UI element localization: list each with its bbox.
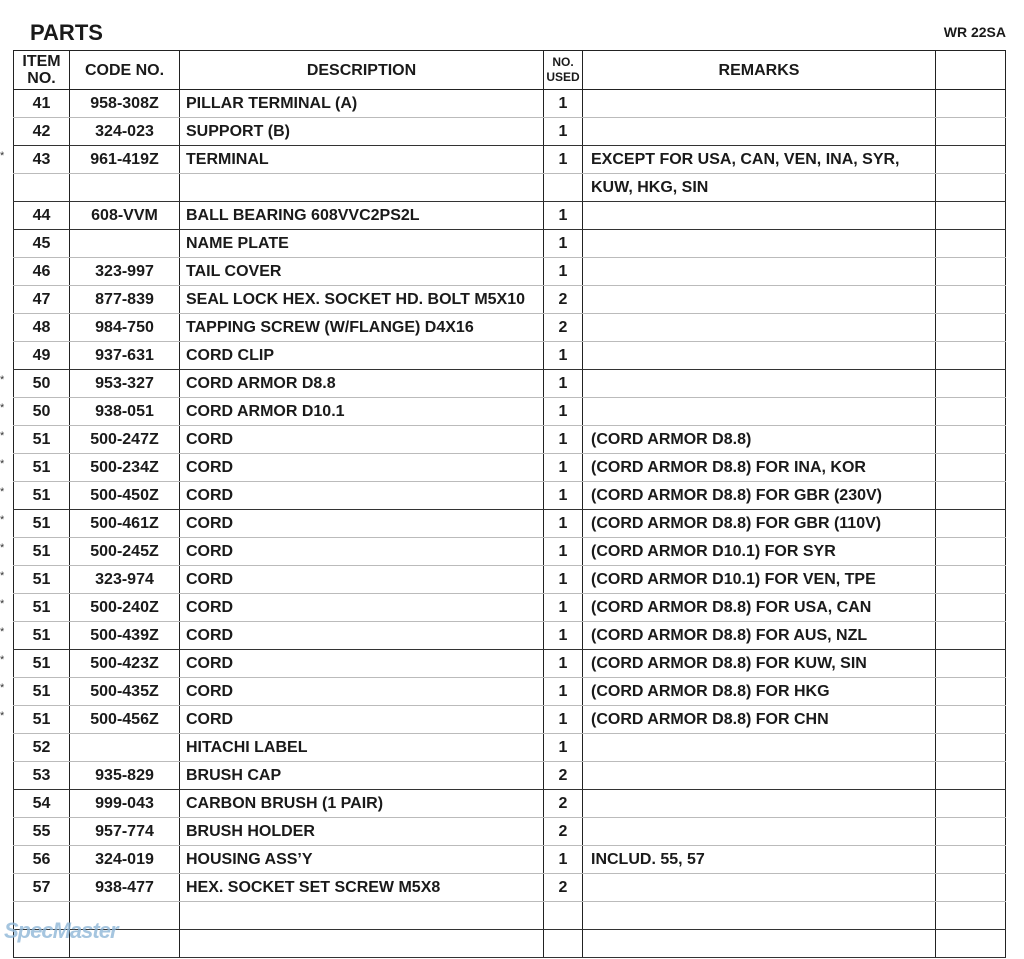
code-no-cell: 953-327 bbox=[70, 370, 180, 398]
quantity-cell: 1 bbox=[544, 426, 583, 454]
table-row bbox=[14, 370, 1006, 398]
table-row bbox=[14, 286, 1006, 314]
parts-table-header bbox=[14, 51, 1006, 90]
table-row bbox=[14, 118, 1006, 146]
quantity-cell bbox=[544, 902, 583, 930]
item-no-cell: 51 bbox=[14, 482, 70, 510]
remarks-cell bbox=[583, 790, 936, 818]
table-row bbox=[14, 258, 1006, 286]
revision-asterisk: * bbox=[0, 429, 5, 442]
blank-cell bbox=[936, 622, 1006, 650]
blank-cell bbox=[936, 398, 1006, 426]
revision-asterisk: * bbox=[0, 625, 5, 638]
blank-cell bbox=[936, 370, 1006, 398]
blank-cell bbox=[936, 258, 1006, 286]
watermark-logo: SpecMaster bbox=[4, 918, 118, 943]
item-no-cell: 51 bbox=[14, 594, 70, 622]
col-no-used: NO. USED bbox=[544, 51, 583, 90]
quantity-cell: 1 bbox=[544, 454, 583, 482]
item-no-cell: 49 bbox=[14, 342, 70, 370]
description-cell: TAIL COVER bbox=[180, 258, 544, 286]
blank-cell bbox=[936, 566, 1006, 594]
revision-asterisk: * bbox=[0, 485, 5, 498]
remarks-cell: (CORD ARMOR D10.1) FOR SYR bbox=[583, 538, 936, 566]
blank-cell bbox=[936, 454, 1006, 482]
blank-cell bbox=[936, 790, 1006, 818]
item-no-cell: 52 bbox=[14, 734, 70, 762]
item-no-cell: 46 bbox=[14, 258, 70, 286]
blank-cell bbox=[936, 846, 1006, 874]
description-cell: TERMINAL bbox=[180, 146, 544, 174]
description-cell: NAME PLATE bbox=[180, 230, 544, 258]
remarks-cell: (CORD ARMOR D8.8) FOR HKG bbox=[583, 678, 936, 706]
remarks-cell bbox=[583, 762, 936, 790]
remarks-cell: INCLUD. 55, 57 bbox=[583, 846, 936, 874]
quantity-cell: 1 bbox=[544, 510, 583, 538]
blank-cell bbox=[936, 426, 1006, 454]
table-row bbox=[14, 902, 1006, 930]
quantity-cell bbox=[544, 174, 583, 202]
code-no-cell: 500-247Z bbox=[70, 426, 180, 454]
description-cell: CORD bbox=[180, 622, 544, 650]
code-no-cell: 500-456Z bbox=[70, 706, 180, 734]
code-no-cell: 957-774 bbox=[70, 818, 180, 846]
code-no-cell: 500-461Z bbox=[70, 510, 180, 538]
item-no-cell: 48 bbox=[14, 314, 70, 342]
blank-cell bbox=[936, 734, 1006, 762]
quantity-cell: 1 bbox=[544, 118, 583, 146]
code-no-cell: 877-839 bbox=[70, 286, 180, 314]
description-cell: HITACHI LABEL bbox=[180, 734, 544, 762]
blank-cell bbox=[936, 202, 1006, 230]
code-no-cell: 500-423Z bbox=[70, 650, 180, 678]
parts-table-body bbox=[14, 90, 1006, 958]
table-row bbox=[14, 650, 1006, 678]
item-no-cell: 45 bbox=[14, 230, 70, 258]
quantity-cell: 1 bbox=[544, 370, 583, 398]
quantity-cell: 1 bbox=[544, 566, 583, 594]
quantity-cell: 2 bbox=[544, 762, 583, 790]
table-row bbox=[14, 734, 1006, 762]
code-no-cell: 961-419Z bbox=[70, 146, 180, 174]
blank-cell bbox=[936, 286, 1006, 314]
blank-cell bbox=[936, 650, 1006, 678]
item-no-cell: 43 bbox=[14, 146, 70, 174]
remarks-cell bbox=[583, 902, 936, 930]
table-row bbox=[14, 202, 1006, 230]
blank-cell bbox=[936, 510, 1006, 538]
code-no-cell: 324-023 bbox=[70, 118, 180, 146]
table-row bbox=[14, 790, 1006, 818]
description-cell: BRUSH HOLDER bbox=[180, 818, 544, 846]
description-cell: SUPPORT (B) bbox=[180, 118, 544, 146]
item-no-cell: 51 bbox=[14, 510, 70, 538]
code-no-cell bbox=[70, 230, 180, 258]
revision-asterisk: * bbox=[0, 149, 5, 162]
item-no-cell: 56 bbox=[14, 846, 70, 874]
table-row bbox=[14, 706, 1006, 734]
remarks-cell bbox=[583, 818, 936, 846]
description-cell: CORD bbox=[180, 538, 544, 566]
code-no-cell: 500-245Z bbox=[70, 538, 180, 566]
item-no-cell: 51 bbox=[14, 538, 70, 566]
blank-cell bbox=[936, 762, 1006, 790]
remarks-cell bbox=[583, 258, 936, 286]
description-cell: CORD bbox=[180, 566, 544, 594]
description-cell bbox=[180, 930, 544, 958]
quantity-cell: 1 bbox=[544, 398, 583, 426]
item-no-cell: 51 bbox=[14, 566, 70, 594]
quantity-cell: 2 bbox=[544, 818, 583, 846]
blank-cell bbox=[936, 930, 1006, 958]
quantity-cell: 1 bbox=[544, 846, 583, 874]
page-title: PARTS bbox=[30, 20, 103, 45]
table-row bbox=[14, 90, 1006, 118]
quantity-cell: 1 bbox=[544, 538, 583, 566]
revision-asterisk: * bbox=[0, 457, 5, 470]
remarks-cell bbox=[583, 202, 936, 230]
code-no-cell bbox=[70, 174, 180, 202]
remarks-cell: (CORD ARMOR D8.8) FOR USA, CAN bbox=[583, 594, 936, 622]
table-row bbox=[14, 482, 1006, 510]
item-no-cell: 41 bbox=[14, 90, 70, 118]
code-no-cell: 500-240Z bbox=[70, 594, 180, 622]
table-row bbox=[14, 678, 1006, 706]
parts-table bbox=[13, 50, 1006, 958]
table-row bbox=[14, 174, 1006, 202]
description-cell bbox=[180, 902, 544, 930]
quantity-cell: 1 bbox=[544, 202, 583, 230]
blank-cell bbox=[936, 90, 1006, 118]
remarks-cell bbox=[583, 314, 936, 342]
quantity-cell: 1 bbox=[544, 342, 583, 370]
col-remarks: REMARKS bbox=[583, 51, 936, 90]
remarks-cell: EXCEPT FOR USA, CAN, VEN, INA, SYR, bbox=[583, 146, 936, 174]
revision-asterisk: * bbox=[0, 401, 5, 414]
quantity-cell: 1 bbox=[544, 678, 583, 706]
description-cell: CORD ARMOR D10.1 bbox=[180, 398, 544, 426]
remarks-cell: (CORD ARMOR D8.8) FOR KUW, SIN bbox=[583, 650, 936, 678]
col-blank bbox=[936, 51, 1006, 90]
description-cell: CARBON BRUSH (1 PAIR) bbox=[180, 790, 544, 818]
quantity-cell: 2 bbox=[544, 286, 583, 314]
code-no-cell: 935-829 bbox=[70, 762, 180, 790]
description-cell: CORD bbox=[180, 454, 544, 482]
code-no-cell bbox=[70, 734, 180, 762]
code-no-cell: 999-043 bbox=[70, 790, 180, 818]
blank-cell bbox=[936, 678, 1006, 706]
revision-asterisk: * bbox=[0, 541, 5, 554]
quantity-cell: 1 bbox=[544, 258, 583, 286]
table-row bbox=[14, 762, 1006, 790]
table-row bbox=[14, 230, 1006, 258]
revision-asterisk: * bbox=[0, 597, 5, 610]
code-no-cell: 958-308Z bbox=[70, 90, 180, 118]
table-row bbox=[14, 622, 1006, 650]
remarks-cell: (CORD ARMOR D10.1) FOR VEN, TPE bbox=[583, 566, 936, 594]
remarks-cell: (CORD ARMOR D8.8) FOR AUS, NZL bbox=[583, 622, 936, 650]
quantity-cell: 2 bbox=[544, 790, 583, 818]
remarks-cell: (CORD ARMOR D8.8) FOR INA, KOR bbox=[583, 454, 936, 482]
code-no-cell: 938-051 bbox=[70, 398, 180, 426]
blank-cell bbox=[936, 538, 1006, 566]
table-row bbox=[14, 314, 1006, 342]
table-row bbox=[14, 510, 1006, 538]
revision-asterisk: * bbox=[0, 681, 5, 694]
table-row bbox=[14, 146, 1006, 174]
description-cell: CORD bbox=[180, 650, 544, 678]
remarks-cell: KUW, HKG, SIN bbox=[583, 174, 936, 202]
quantity-cell: 2 bbox=[544, 314, 583, 342]
description-cell: HOUSING ASS’Y bbox=[180, 846, 544, 874]
description-cell: PILLAR TERMINAL (A) bbox=[180, 90, 544, 118]
quantity-cell: 1 bbox=[544, 706, 583, 734]
code-no-cell: 938-477 bbox=[70, 874, 180, 902]
description-cell: CORD bbox=[180, 426, 544, 454]
revision-asterisk: * bbox=[0, 709, 5, 722]
description-cell: CORD ARMOR D8.8 bbox=[180, 370, 544, 398]
blank-cell bbox=[936, 482, 1006, 510]
table-row bbox=[14, 846, 1006, 874]
code-no-cell: 324-019 bbox=[70, 846, 180, 874]
code-no-cell: 500-435Z bbox=[70, 678, 180, 706]
table-row bbox=[14, 930, 1006, 958]
code-no-cell: 984-750 bbox=[70, 314, 180, 342]
blank-cell bbox=[936, 902, 1006, 930]
item-no-cell: 53 bbox=[14, 762, 70, 790]
blank-cell bbox=[936, 118, 1006, 146]
remarks-cell bbox=[583, 874, 936, 902]
description-cell: CORD bbox=[180, 678, 544, 706]
revision-asterisk: * bbox=[0, 373, 5, 386]
description-cell: BRUSH CAP bbox=[180, 762, 544, 790]
description-cell: SEAL LOCK HEX. SOCKET HD. BOLT M5X10 bbox=[180, 286, 544, 314]
blank-cell bbox=[936, 146, 1006, 174]
blank-cell bbox=[936, 594, 1006, 622]
remarks-cell bbox=[583, 930, 936, 958]
item-no-cell: 42 bbox=[14, 118, 70, 146]
item-no-cell: 51 bbox=[14, 426, 70, 454]
description-cell: CORD CLIP bbox=[180, 342, 544, 370]
item-no-cell: 50 bbox=[14, 398, 70, 426]
remarks-cell bbox=[583, 118, 936, 146]
revision-asterisk: * bbox=[0, 569, 5, 582]
revision-asterisk: * bbox=[0, 653, 5, 666]
remarks-cell: (CORD ARMOR D8.8) FOR CHN bbox=[583, 706, 936, 734]
quantity-cell: 1 bbox=[544, 622, 583, 650]
item-no-cell: 51 bbox=[14, 454, 70, 482]
table-row bbox=[14, 594, 1006, 622]
quantity-cell: 1 bbox=[544, 594, 583, 622]
quantity-cell: 1 bbox=[544, 734, 583, 762]
quantity-cell: 1 bbox=[544, 146, 583, 174]
remarks-cell bbox=[583, 286, 936, 314]
remarks-cell bbox=[583, 398, 936, 426]
description-cell: CORD bbox=[180, 706, 544, 734]
remarks-cell bbox=[583, 734, 936, 762]
item-no-cell: 51 bbox=[14, 706, 70, 734]
model-number: WR 22SA bbox=[943, 24, 1006, 40]
table-row bbox=[14, 874, 1006, 902]
table-row bbox=[14, 398, 1006, 426]
remarks-cell bbox=[583, 342, 936, 370]
col-description: DESCRIPTION bbox=[180, 51, 544, 90]
description-cell: CORD bbox=[180, 510, 544, 538]
remarks-cell bbox=[583, 370, 936, 398]
code-no-cell: 937-631 bbox=[70, 342, 180, 370]
blank-cell bbox=[936, 342, 1006, 370]
quantity-cell: 2 bbox=[544, 874, 583, 902]
description-cell: HEX. SOCKET SET SCREW M5X8 bbox=[180, 874, 544, 902]
blank-cell bbox=[936, 818, 1006, 846]
quantity-cell: 1 bbox=[544, 90, 583, 118]
code-no-cell: 500-450Z bbox=[70, 482, 180, 510]
quantity-cell: 1 bbox=[544, 482, 583, 510]
description-cell: CORD bbox=[180, 594, 544, 622]
code-no-cell: 500-439Z bbox=[70, 622, 180, 650]
description-cell: TAPPING SCREW (W/FLANGE) D4X16 bbox=[180, 314, 544, 342]
blank-cell bbox=[936, 314, 1006, 342]
item-no-cell: 51 bbox=[14, 678, 70, 706]
description-cell: CORD bbox=[180, 482, 544, 510]
item-no-cell: 55 bbox=[14, 818, 70, 846]
blank-cell bbox=[936, 230, 1006, 258]
remarks-cell: (CORD ARMOR D8.8) FOR GBR (230V) bbox=[583, 482, 936, 510]
code-no-cell: 608-VVM bbox=[70, 202, 180, 230]
remarks-cell bbox=[583, 230, 936, 258]
table-row bbox=[14, 566, 1006, 594]
blank-cell bbox=[936, 706, 1006, 734]
table-row bbox=[14, 454, 1006, 482]
code-no-cell: 323-974 bbox=[70, 566, 180, 594]
description-cell: BALL BEARING 608VVC2PS2L bbox=[180, 202, 544, 230]
blank-cell bbox=[936, 874, 1006, 902]
quantity-cell: 1 bbox=[544, 650, 583, 678]
table-row bbox=[14, 342, 1006, 370]
item-no-cell: 44 bbox=[14, 202, 70, 230]
code-no-cell: 500-234Z bbox=[70, 454, 180, 482]
code-no-cell: 323-997 bbox=[70, 258, 180, 286]
item-no-cell: 47 bbox=[14, 286, 70, 314]
item-no-cell: 51 bbox=[14, 650, 70, 678]
col-code-no: CODE NO. bbox=[70, 51, 180, 90]
description-cell bbox=[180, 174, 544, 202]
col-item-no: ITEM NO. bbox=[14, 51, 70, 90]
item-no-cell: 50 bbox=[14, 370, 70, 398]
quantity-cell: 1 bbox=[544, 230, 583, 258]
remarks-cell: (CORD ARMOR D8.8) FOR GBR (110V) bbox=[583, 510, 936, 538]
item-no-cell: 54 bbox=[14, 790, 70, 818]
table-row bbox=[14, 426, 1006, 454]
remarks-cell bbox=[583, 90, 936, 118]
table-row bbox=[14, 538, 1006, 566]
revision-asterisk: * bbox=[0, 513, 5, 526]
table-row bbox=[14, 818, 1006, 846]
blank-cell bbox=[936, 174, 1006, 202]
item-no-cell: 51 bbox=[14, 622, 70, 650]
quantity-cell bbox=[544, 930, 583, 958]
item-no-cell bbox=[14, 174, 70, 202]
item-no-cell: 57 bbox=[14, 874, 70, 902]
remarks-cell: (CORD ARMOR D8.8) bbox=[583, 426, 936, 454]
